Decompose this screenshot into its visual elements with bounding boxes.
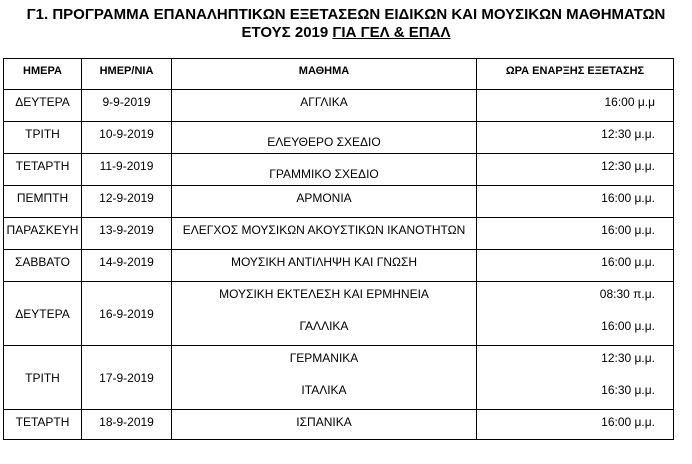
header-row xyxy=(4,59,674,90)
subtitle-year: ΕΤΟΥΣ 2019 xyxy=(241,24,333,41)
day-cell: ΤΕΤΑΡΤΗ xyxy=(4,154,82,186)
time-cell: 16:00 μ.μ. xyxy=(477,186,674,218)
table-row xyxy=(4,90,674,122)
document-title: Γ1. ΠΡΟΓΡΑΜΜΑ ΕΠΑΝΑΛΗΠΤΙΚΩΝ ΕΞΕΤΑΣΕΩΝ ΕΙΔΙΚΩΝ ΚΑΙ ΜΟΥΣΙΚΩΝ ΜΑΘΗΜΑΤΩΝ xyxy=(26,6,666,23)
subtitle-schools: ΓΙΑ ΓΕΛ & ΕΠΑΛ xyxy=(332,24,451,41)
time-cell: 12:30 μ.μ. xyxy=(477,122,674,154)
time-line: 16:30 μ.μ. xyxy=(601,383,655,397)
subject-cell: ΕΛΕΥΘΕΡΟ ΣΧΕΔΙΟ xyxy=(172,122,477,154)
subject-cell: ΑΡΜΟΝΙΑ xyxy=(172,186,477,218)
header-date: ΗΜΕΡ/ΝΙΑ xyxy=(82,59,172,90)
date-cell: 13-9-2019 xyxy=(82,218,172,250)
header-day: ΗΜΕΡΑ xyxy=(4,59,82,90)
date-cell: 12-9-2019 xyxy=(82,186,172,218)
subject-line: ΓΑΛΛΙΚΑ xyxy=(299,319,349,333)
time-cell: 16:00 μ.μ xyxy=(477,90,674,122)
subject-cell: ΕΛΕΓΧΟΣ ΜΟΥΣΙΚΩΝ ΑΚΟΥΣΤΙΚΩΝ ΙΚΑΝΟΤΗΤΩΝ xyxy=(172,218,477,250)
day-cell: ΤΡΙΤΗ xyxy=(4,122,82,154)
time-cell: 16:00 μ.μ. xyxy=(477,250,674,282)
subject-cell: ΑΓΓΛΙΚΑ xyxy=(172,90,477,122)
date-cell: 14-9-2019 xyxy=(82,250,172,282)
day-cell: ΔΕΥΤΕΡΑ xyxy=(4,282,82,346)
date-cell: 16-9-2019 xyxy=(82,282,172,346)
subject-cell: ΙΣΠΑΝΙΚΑ xyxy=(172,410,477,440)
time-cell: 16:00 μ.μ. xyxy=(477,218,674,250)
table-row xyxy=(4,122,674,154)
subject-line: ΜΟΥΣΙΚΗ ΕΚΤΕΛΕΣΗ ΚΑΙ ΕΡΜΗΝΕΙΑ xyxy=(219,287,429,301)
day-cell: ΔΕΥΤΕΡΑ xyxy=(4,90,82,122)
subject-line: ΙΤΑΛΙΚΑ xyxy=(301,383,347,397)
subject-cell: ΓΡΑΜΜΙΚΟ ΣΧΕΔΙΟ xyxy=(172,154,477,186)
subject-cell xyxy=(172,346,477,410)
table-row xyxy=(4,250,674,282)
table-row xyxy=(4,154,674,186)
time-line: 12:30 μ.μ. xyxy=(601,351,655,365)
subject-line: ΓΕΡΜΑΝΙΚΑ xyxy=(289,351,359,365)
table-row xyxy=(4,346,674,410)
date-cell: 18-9-2019 xyxy=(82,410,172,440)
date-cell: 10-9-2019 xyxy=(82,122,172,154)
time-line: 08:30 π.μ. xyxy=(599,287,655,301)
day-cell: ΠΕΜΠΤΗ xyxy=(4,186,82,218)
header-time: ΩΡΑ ΕΝΑΡΞΗΣ ΕΞΕΤΑΣΗΣ xyxy=(477,59,674,90)
table-row xyxy=(4,186,674,218)
document-subtitle xyxy=(0,24,692,42)
day-cell: ΠΑΡΑΣΚΕΥΗ xyxy=(4,218,82,250)
table-row xyxy=(4,218,674,250)
time-line: 16:00 μ.μ. xyxy=(601,319,655,333)
exam-schedule-table xyxy=(3,58,674,440)
header-subject: ΜΑΘΗΜΑ xyxy=(172,59,477,90)
subject-cell xyxy=(172,282,477,346)
time-cell: 16:00 μ.μ. xyxy=(477,410,674,440)
day-cell: ΣΑΒΒΑΤΟ xyxy=(4,250,82,282)
date-cell: 9-9-2019 xyxy=(82,90,172,122)
table-row xyxy=(4,282,674,346)
time-cell: 12:30 μ.μ. xyxy=(477,154,674,186)
table-row xyxy=(4,410,674,440)
time-cell xyxy=(477,282,674,346)
date-cell: 17-9-2019 xyxy=(82,346,172,410)
time-cell xyxy=(477,346,674,410)
subject-cell: ΜΟΥΣΙΚΗ ΑΝΤΙΛΗΨΗ ΚΑΙ ΓΝΩΣΗ xyxy=(172,250,477,282)
day-cell: ΤΕΤΑΡΤΗ xyxy=(4,410,82,440)
day-cell: ΤΡΙΤΗ xyxy=(4,346,82,410)
date-cell: 11-9-2019 xyxy=(82,154,172,186)
